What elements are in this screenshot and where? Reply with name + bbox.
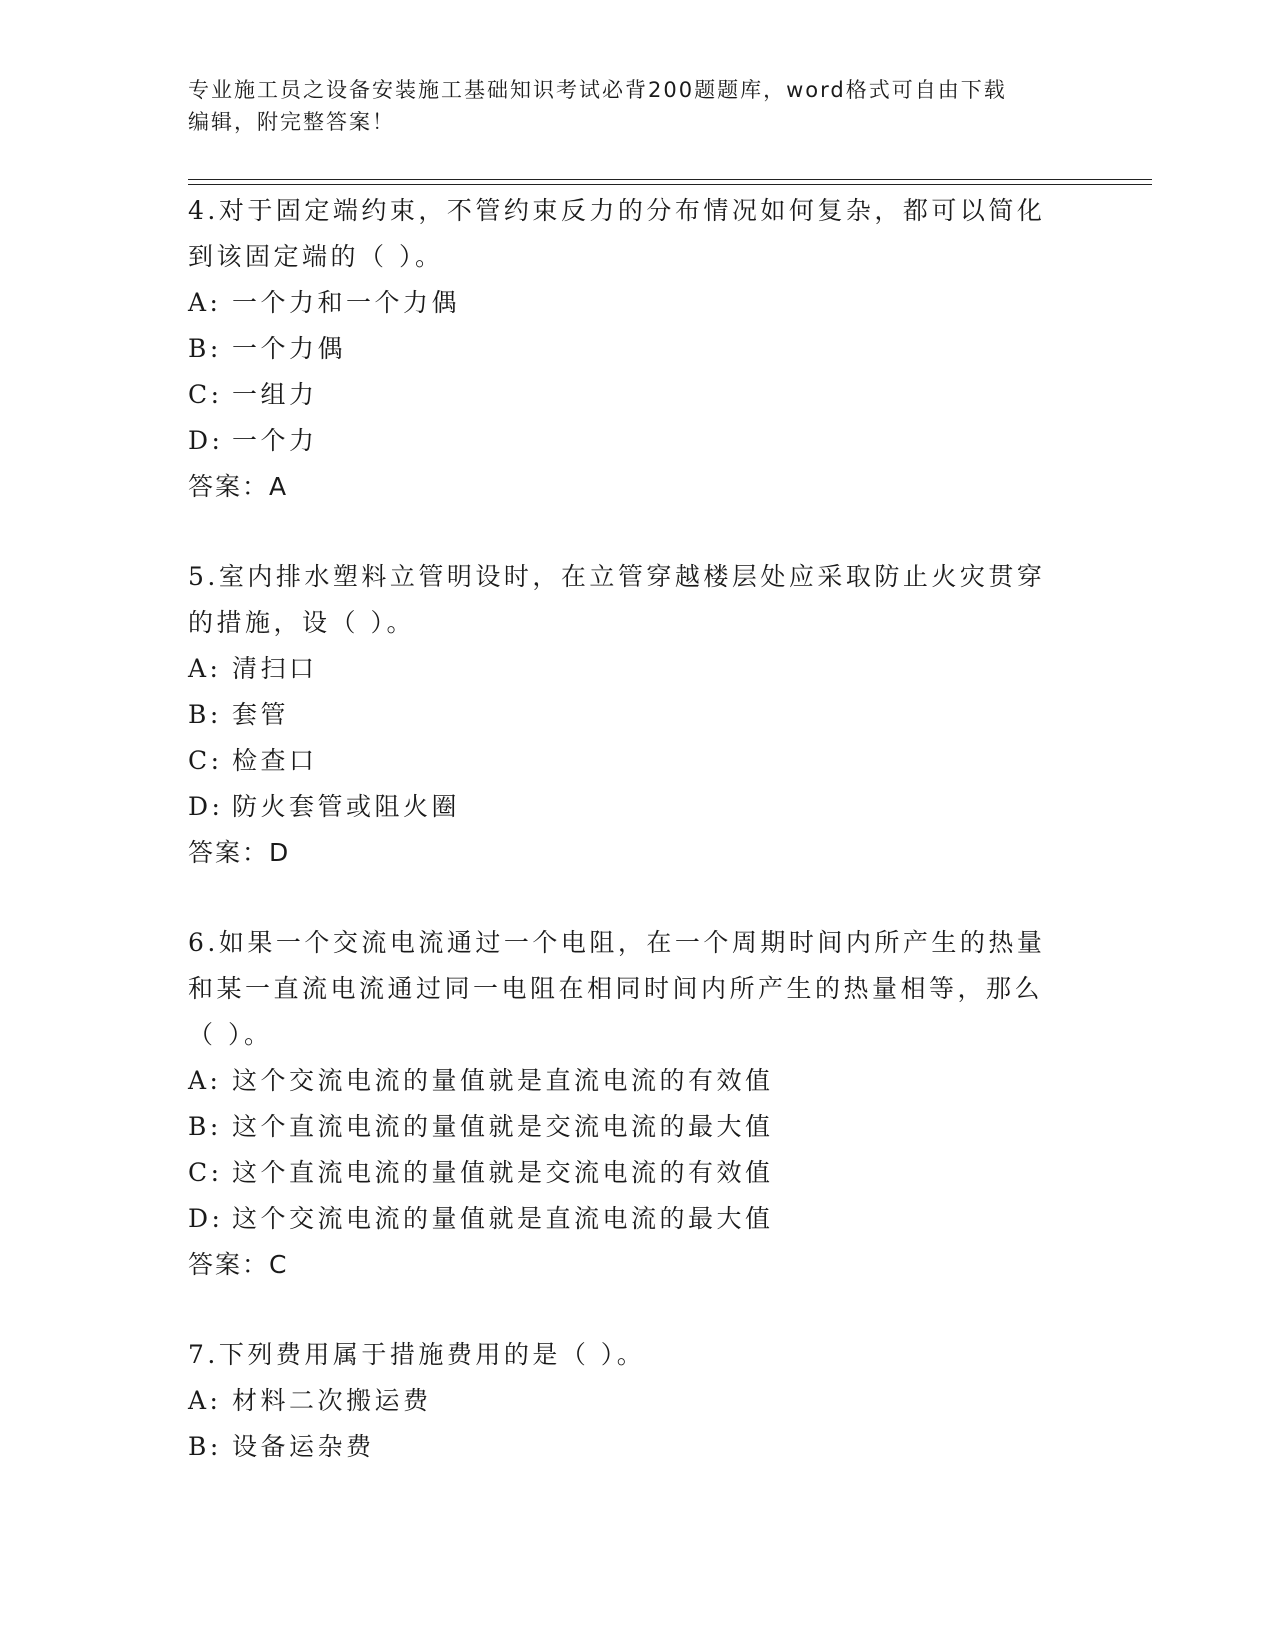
option-key: D: <box>188 426 224 455</box>
option-b <box>188 1424 1068 1470</box>
option-text: 一个力偶 <box>232 334 347 363</box>
option-text: 清扫口 <box>232 654 318 683</box>
option-key: B: <box>188 700 222 729</box>
question-7 <box>188 1332 1068 1470</box>
question-stem <box>188 188 1068 280</box>
option-key: A: <box>188 288 222 317</box>
question-stem-line: 6.如果一个交流电流通过一个电阻，在一个周期时间内所产生的热量 <box>188 928 1046 957</box>
option-text: 这个交流电流的量值就是直流电流的最大值 <box>232 1204 774 1233</box>
option-key: C: <box>188 1158 223 1187</box>
option-text: 套管 <box>232 700 290 729</box>
answer-line: 答案：D <box>188 838 291 867</box>
option-key: A: <box>188 1066 222 1095</box>
option-a <box>188 280 1068 326</box>
question-6 <box>188 920 1068 1288</box>
question-stem-line: 和某一直流电流通过同一电阻在相同时间内所产生的热量相等，那么 <box>188 974 1044 1003</box>
option-text: 防火套管或阻火圈 <box>232 792 461 821</box>
answer-line: 答案：C <box>188 1250 289 1279</box>
header-divider-bottom <box>188 184 1152 185</box>
option-a <box>188 646 1068 692</box>
option-a <box>188 1058 1068 1104</box>
option-key: D: <box>188 792 224 821</box>
header-line-2: 编辑，附完整答案！ <box>188 110 395 134</box>
question-stem-line: 到该固定端的（ ）。 <box>188 242 444 271</box>
option-d <box>188 418 1068 464</box>
answer-line: 答案：A <box>188 472 289 501</box>
option-c <box>188 738 1068 784</box>
option-text: 这个直流电流的量值就是交流电流的有效值 <box>232 1158 774 1187</box>
option-d <box>188 784 1068 830</box>
option-a <box>188 1378 1068 1424</box>
option-text: 一组力 <box>232 380 318 409</box>
option-text: 检查口 <box>232 746 318 775</box>
option-text: 这个直流电流的量值就是交流电流的最大值 <box>232 1112 774 1141</box>
question-stem <box>188 554 1068 646</box>
option-b <box>188 692 1068 738</box>
question-stem <box>188 920 1068 1058</box>
option-key: D: <box>188 1204 224 1233</box>
question-5 <box>188 554 1068 876</box>
option-key: A: <box>188 1386 222 1415</box>
option-key: A: <box>188 654 222 683</box>
question-stem-line: 5.室内排水塑料立管明设时，在立管穿越楼层处应采取防止火灾贯穿 <box>188 562 1046 591</box>
option-c <box>188 1150 1068 1196</box>
option-b <box>188 326 1068 372</box>
document-header <box>188 74 1088 138</box>
option-b <box>188 1104 1068 1150</box>
header-divider-top <box>188 179 1152 180</box>
option-key: C: <box>188 746 223 775</box>
option-c <box>188 372 1068 418</box>
option-text: 设备运杂费 <box>232 1432 375 1461</box>
option-d <box>188 1196 1068 1242</box>
spacer <box>188 1288 1068 1332</box>
option-text: 材料二次搬运费 <box>232 1386 432 1415</box>
spacer <box>188 876 1068 920</box>
option-key: B: <box>188 1432 222 1461</box>
option-text: 一个力和一个力偶 <box>232 288 461 317</box>
question-stem <box>188 1332 1068 1378</box>
option-key: B: <box>188 1112 222 1141</box>
question-list <box>188 188 1068 1470</box>
question-stem-line: 7.下列费用属于措施费用的是（ ）。 <box>188 1340 646 1369</box>
question-4 <box>188 188 1068 510</box>
question-stem-line: （ ）。 <box>188 1020 273 1049</box>
option-text: 这个交流电流的量值就是直流电流的有效值 <box>232 1066 774 1095</box>
header-line-1: 专业施工员之设备安装施工基础知识考试必背200题题库，word格式可自由下载 <box>188 78 1007 102</box>
spacer <box>188 510 1068 554</box>
option-text: 一个力 <box>232 426 318 455</box>
option-key: C: <box>188 380 223 409</box>
option-key: B: <box>188 334 222 363</box>
question-stem-line: 的措施，设（ ）。 <box>188 608 415 637</box>
question-stem-line: 4.对于固定端约束，不管约束反力的分布情况如何复杂，都可以简化 <box>188 196 1046 225</box>
